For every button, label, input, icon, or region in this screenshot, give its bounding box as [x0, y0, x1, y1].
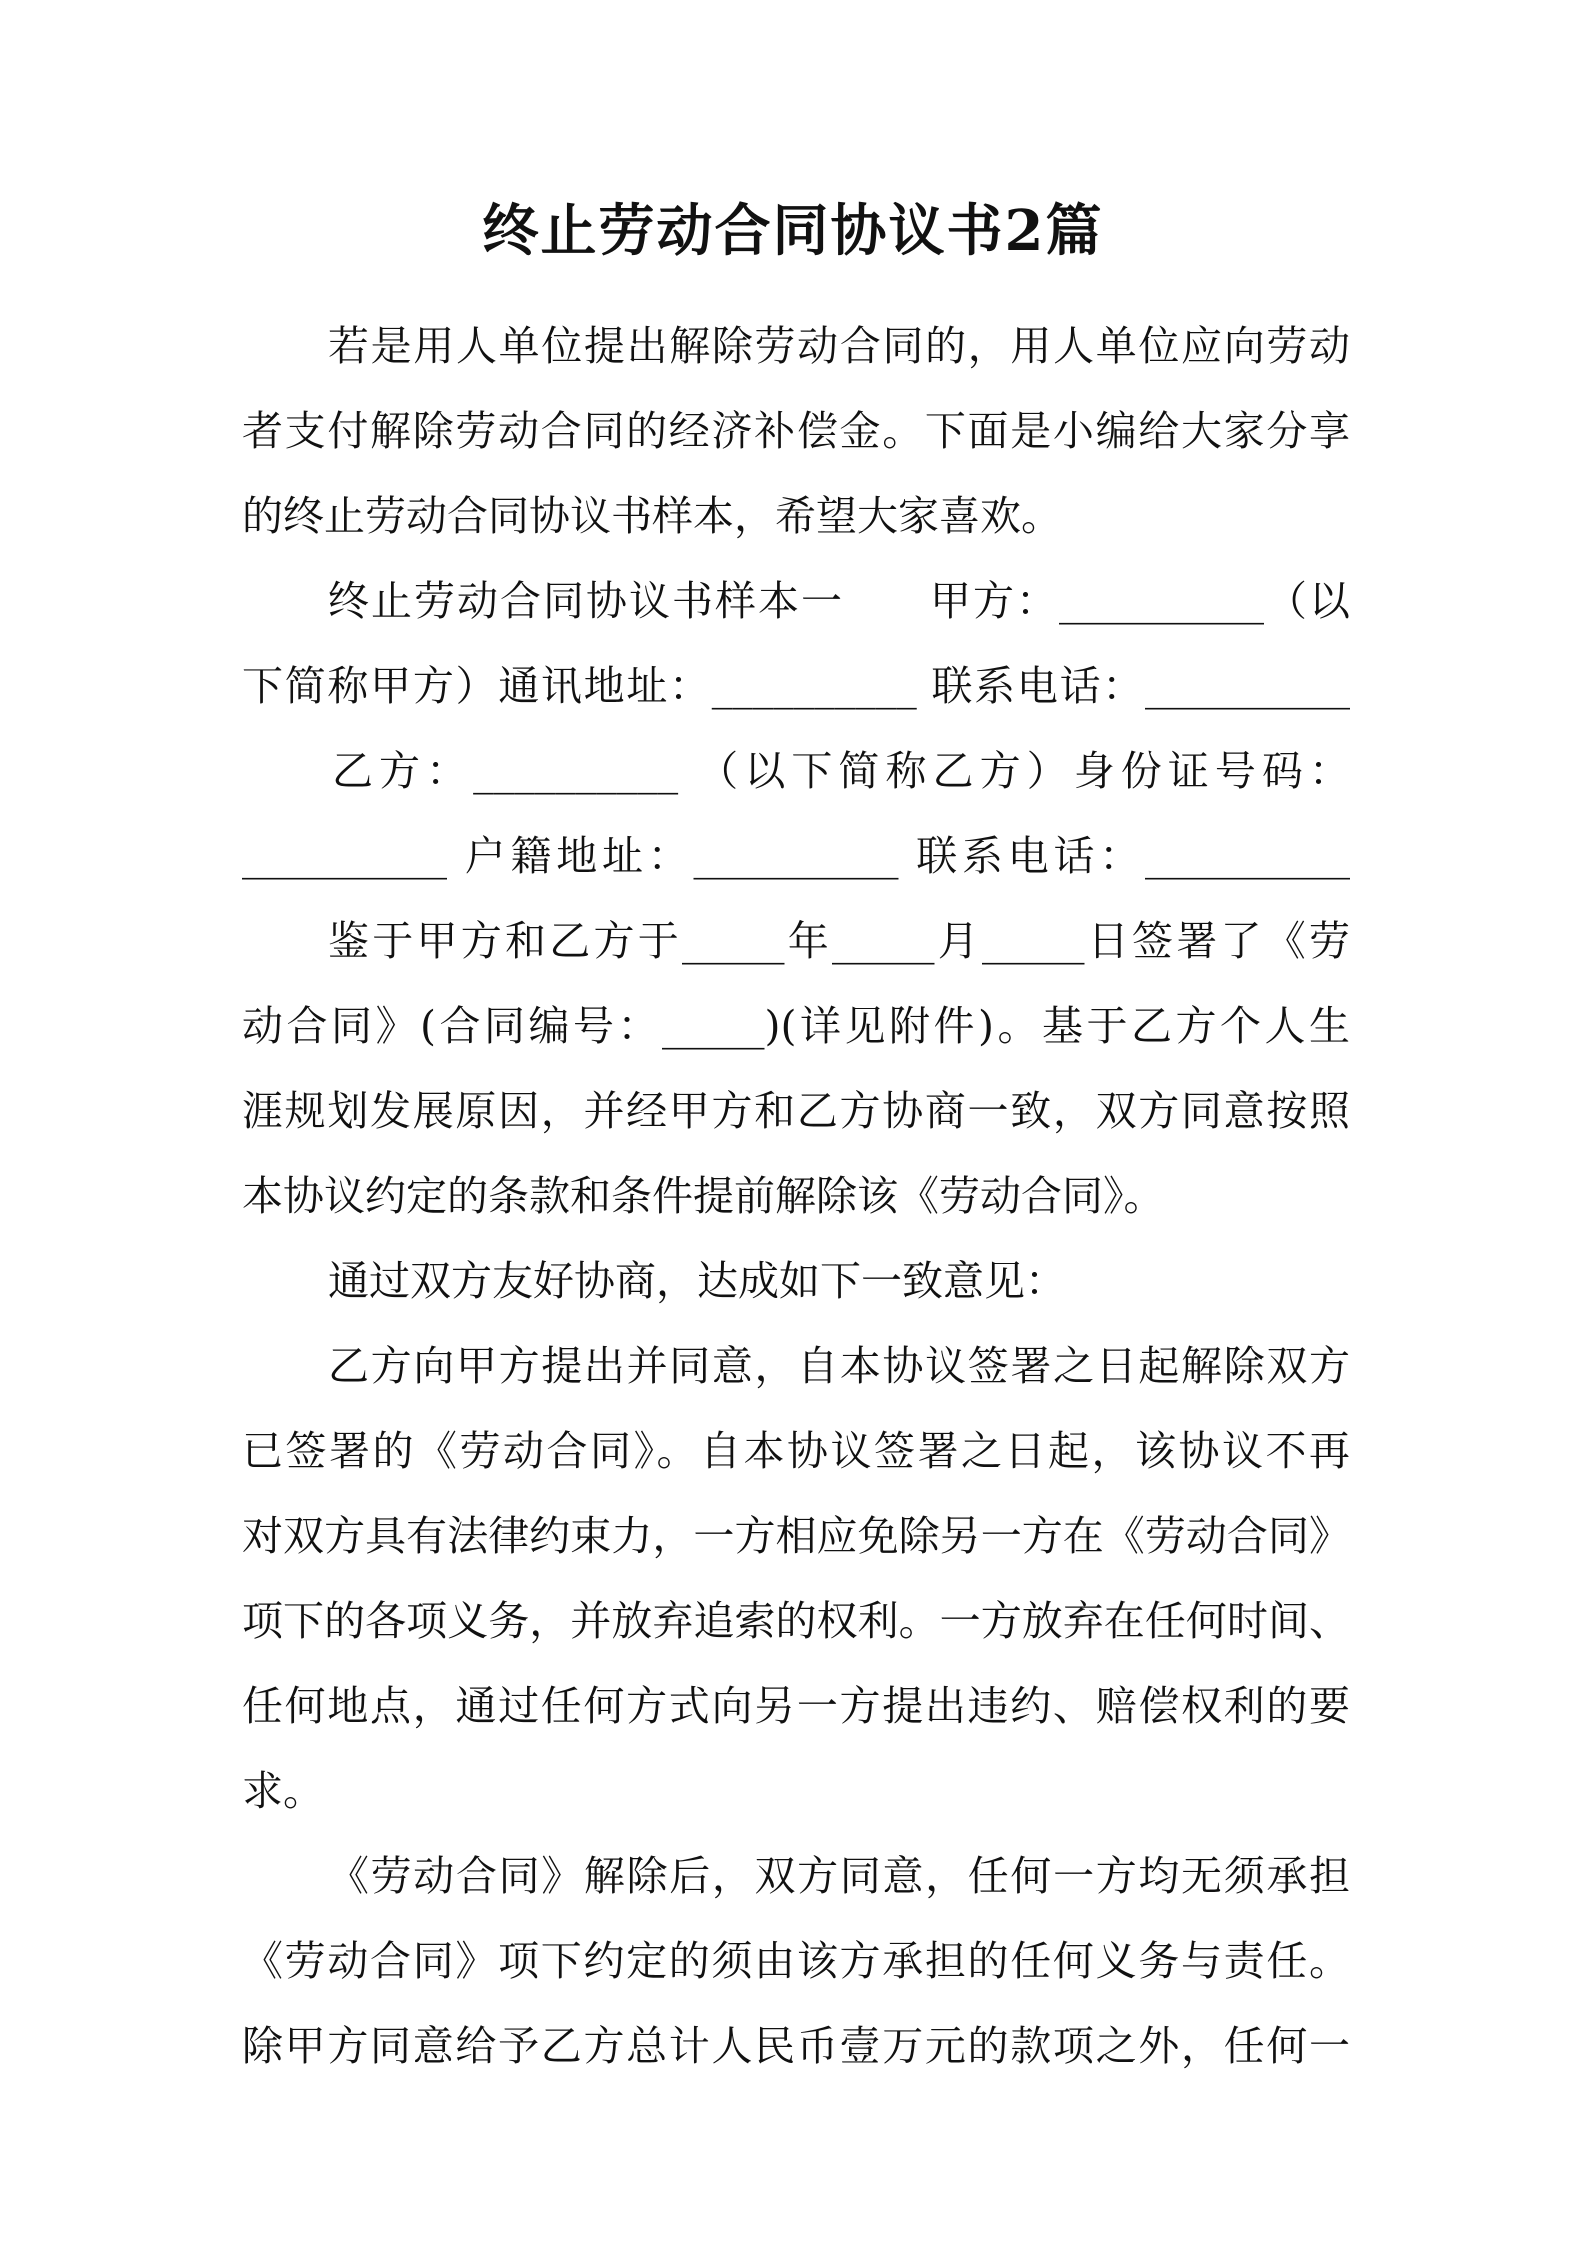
paragraph-line: 本协议约定的条款和条件提前解除该《劳动合同》。: [242, 1172, 1165, 1220]
paragraph-line: 《劳动合同》解除后，双方同意，任何一方均无须承担: [328, 1852, 1350, 1900]
paragraph-line: 动合同》(合同编号：_____)(详见附件)。基于乙方个人生: [242, 1002, 1350, 1050]
document-title: 终止劳动合同协议书2篇: [482, 198, 1104, 264]
paragraph-line: 乙方向甲方提出并同意，自本协议签署之日起解除双方: [328, 1342, 1350, 1390]
paragraph-line: 者支付解除劳动合同的经济补偿金。下面是小编给大家分享: [242, 407, 1350, 455]
paragraph-line: 若是用人单位提出解除劳动合同的，用人单位应向劳动: [328, 322, 1350, 370]
paragraph-line: 鉴于甲方和乙方于_____年_____月_____日签署了《劳: [328, 917, 1350, 965]
paragraph-line: 项下的各项义务，并放弃追索的权利。一方放弃在任何时间、: [242, 1597, 1350, 1645]
paragraph-line: 通过双方友好协商，达成如下一致意见：: [328, 1257, 1066, 1305]
paragraph-line: 下简称甲方）通讯地址：__________ 联系电话：__________: [242, 662, 1350, 710]
paragraph-line: 《劳动合同》项下约定的须由该方承担的任何义务与责任。: [242, 1937, 1350, 1985]
paragraph-line: 的终止劳动合同协议书样本，希望大家喜欢。: [242, 492, 1062, 540]
paragraph-line: 乙方：__________ （以下简称乙方）身份证号码：: [332, 747, 1350, 795]
paragraph-line: 求。: [242, 1767, 324, 1815]
paragraph-line: 涯规划发展原因，并经甲方和乙方协商一致，双方同意按照: [242, 1087, 1350, 1135]
paragraph-line: 终止劳动合同协议书样本一 甲方：__________（以: [328, 577, 1350, 625]
paragraph-line: 任何地点，通过任何方式向另一方提出违约、赔偿权利的要: [242, 1682, 1350, 1730]
paragraph-line: 对双方具有法律约束力，一方相应免除另一方在《劳动合同》: [242, 1512, 1350, 1560]
paragraph-line: 除甲方同意给予乙方总计人民币壹万元的款项之外，任何一: [242, 2022, 1350, 2070]
paragraph-line: __________ 户籍地址：__________ 联系电话：__________: [242, 832, 1350, 880]
paragraph-line: 已签署的《劳动合同》。自本协议签署之日起，该协议不再: [242, 1427, 1350, 1475]
